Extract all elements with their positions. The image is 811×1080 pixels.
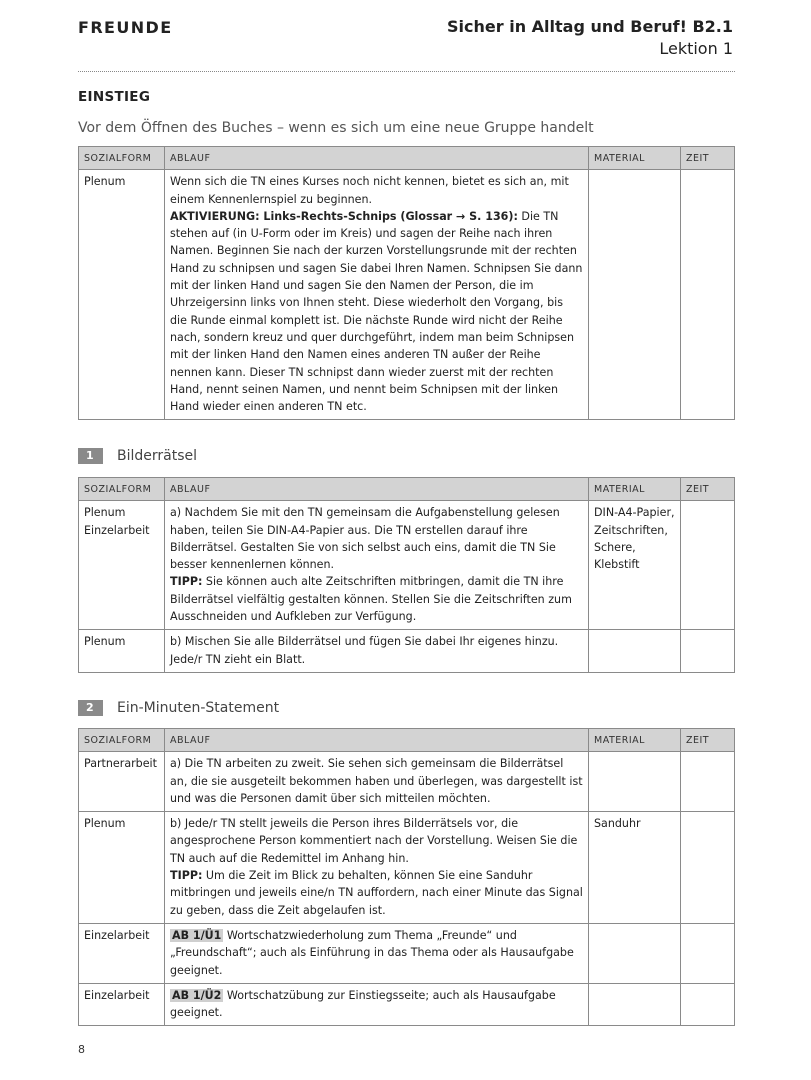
sozialform-cell: Einzelarbeit (79, 983, 165, 1026)
column-header-material: MATERIAL (589, 729, 681, 752)
ablauf-cell (165, 923, 589, 983)
aktivierung-label: AKTIVIERUNG: Links-Rechts-Schnips (Glossar → S. 136): (170, 209, 518, 223)
ablauf-cell (165, 812, 589, 924)
table-row (79, 923, 735, 983)
header-divider (78, 71, 735, 72)
ablauf-cell (165, 170, 589, 420)
material-item: DIN-A4-Papier, (594, 506, 675, 520)
zeit-cell (681, 752, 735, 812)
column-header-zeit: ZEIT (681, 729, 735, 752)
zeit-cell (681, 170, 735, 420)
book-header (447, 16, 733, 60)
material-item: Klebstift (594, 558, 640, 572)
material-cell (589, 923, 681, 983)
tipp-label: TIPP: (170, 575, 203, 589)
sozialform-cell (79, 501, 165, 630)
ablauf-text: a) Nachdem Sie mit den TN gemeinsam die Aufgabenstellung gelesen haben, teilen Sie DIN-A4-Papier aus. Die TN erstellen darauf ihre Bilderrätsel. Gestalten Sie von sich selbst auch eins, damit die TN Sie besser kennenlernen können. (170, 506, 560, 572)
ablauf-cell (165, 501, 589, 630)
column-header-zeit: ZEIT (681, 147, 735, 170)
column-header-sozialform: SOZIALFORM (79, 478, 165, 501)
tipp-label: TIPP: (170, 869, 203, 883)
zeit-cell (681, 630, 735, 673)
table-header-row (79, 478, 735, 501)
ablauf-cell: b) Mischen Sie alle Bilderrätsel und fügen Sie dabei Ihr eigenes hinzu. Jede/r TN zieht ein Blatt. (165, 630, 589, 673)
ablauf-text: Wortschatzwiederholung zum Thema „Freunde“ und „Freundschaft“; auch als Einführung in das Thema oder als Hausaufgabe geeignet. (170, 928, 574, 977)
column-header-ablauf: ABLAUF (165, 729, 589, 752)
section-number-badge: 2 (78, 700, 103, 716)
sozialform-cell: Partnerarbeit (79, 752, 165, 812)
ablauf-text: Die TN stehen auf (in U-Form oder im Kreis) und sagen der Reihe nach ihren Namen. Beginnen Sie nach der kurzen Vorstellungsrunde mit der rechten Hand zu schnipsen und sagen Sie dabei Ihren Namen. Schnipsen Sie dann mit der linken Hand und sagen Sie den Namen der Person, die im Uhrzeigersinn links von Ihnen steht. Diese wiederholt den Vorgang, bis die Runde einmal komplett ist. Die nächste Runde wird nicht der Reihe nach, sondern kreuz und quer durchgeführt, indem man beim Schnipsen mit der linken Hand den Namen eines anderen TN außer der Reihe nennen kann. Dieser TN schnipst dann wieder zuerst mit der rechten Hand, nennt seinen Namen, und nennt beim Schnipsen mit der linken Hand wieder einen anderen TN etc. (170, 209, 583, 414)
table-row (79, 170, 735, 420)
material-cell (589, 170, 681, 420)
column-header-zeit: ZEIT (681, 478, 735, 501)
material-cell (589, 752, 681, 812)
zeit-cell (681, 812, 735, 924)
section-2-heading (78, 700, 279, 716)
arbeitsbuch-reference: AB 1/Ü2 (172, 988, 222, 1002)
column-header-ablauf: ABLAUF (165, 147, 589, 170)
column-header-material: MATERIAL (589, 478, 681, 501)
section-title: Ein-Minuten-Statement (117, 700, 280, 716)
material-cell (589, 983, 681, 1026)
section-1-table (78, 477, 735, 673)
einstieg-table (78, 146, 735, 420)
lesson-label: Lektion 1 (659, 39, 733, 58)
table-header-row (79, 147, 735, 170)
table-row (79, 752, 735, 812)
section-1-heading (78, 448, 197, 464)
section-2-table (78, 728, 735, 1026)
zeit-cell (681, 501, 735, 630)
section-label: FREUNDE (78, 18, 173, 37)
einstieg-title: EINSTIEG (78, 89, 151, 105)
column-header-ablauf: ABLAUF (165, 478, 589, 501)
sozialform-cell: Plenum (79, 170, 165, 420)
table-row (79, 983, 735, 1026)
page-number: 8 (78, 1043, 85, 1056)
ablauf-text: Wenn sich die TN eines Kurses noch nicht kennen, bietet es sich an, mit einem Kennenlernspiel zu beginnen. (170, 175, 569, 206)
column-header-sozialform: SOZIALFORM (79, 147, 165, 170)
table-row (79, 812, 735, 924)
material-item: Schere, (594, 540, 636, 554)
table-row (79, 501, 735, 630)
table-header-row (79, 729, 735, 752)
column-header-sozialform: SOZIALFORM (79, 729, 165, 752)
material-item: Zeitschriften, (594, 523, 668, 537)
einstieg-subtitle: Vor dem Öffnen des Buches – wenn es sich um eine neue Gruppe handelt (78, 120, 594, 136)
zeit-cell (681, 923, 735, 983)
arbeitsbuch-reference: AB 1/Ü1 (172, 928, 222, 942)
ablauf-cell (165, 983, 589, 1026)
table-row (79, 630, 735, 673)
column-header-material: MATERIAL (589, 147, 681, 170)
material-cell: Sanduhr (589, 812, 681, 924)
sozialform-cell: Plenum (79, 630, 165, 673)
sozialform-text: Einzelarbeit (84, 523, 150, 537)
sozialform-cell: Einzelarbeit (79, 923, 165, 983)
section-number-badge: 1 (78, 448, 103, 464)
material-cell (589, 630, 681, 673)
book-title: Sicher in Alltag und Beruf! B2.1 (447, 17, 733, 36)
section-title: Bilderrätsel (117, 448, 198, 464)
zeit-cell (681, 983, 735, 1026)
sozialform-text: Plenum (84, 506, 126, 520)
tipp-text: Um die Zeit im Blick zu behalten, können Sie eine Sanduhr mitbringen und jeweils eine/n TN auffordern, nach einer Minute das Signal zu geben, dass die Zeit abgelaufen ist. (170, 869, 583, 917)
material-cell (589, 501, 681, 630)
ablauf-cell: a) Die TN arbeiten zu zweit. Sie sehen sich gemeinsam die Bilderrätsel an, die sie ausgeteilt bekommen haben und überlegen, was dargestellt ist und was die Personen damit über sich mitteilen möchten. (165, 752, 589, 812)
ablauf-text: Wortschatzübung zur Einstiegsseite; auch als Hausaufgabe geeignet. (170, 988, 556, 1020)
tipp-text: Sie können auch alte Zeitschriften mitbringen, damit die TN ihre Bilderrätsel vielfältig gestalten können. Stellen Sie die Zeitschriften zum Ausschneiden und Aufkleben zur Verfügung. (170, 575, 572, 624)
ablauf-text: b) Jede/r TN stellt jeweils die Person ihres Bilderrätsels vor, die angesprochene Person kommentiert nach der Vorstellung. Weisen Sie die TN auch auf die Redemittel im Anhang hin. (170, 817, 578, 865)
sozialform-cell: Plenum (79, 812, 165, 924)
